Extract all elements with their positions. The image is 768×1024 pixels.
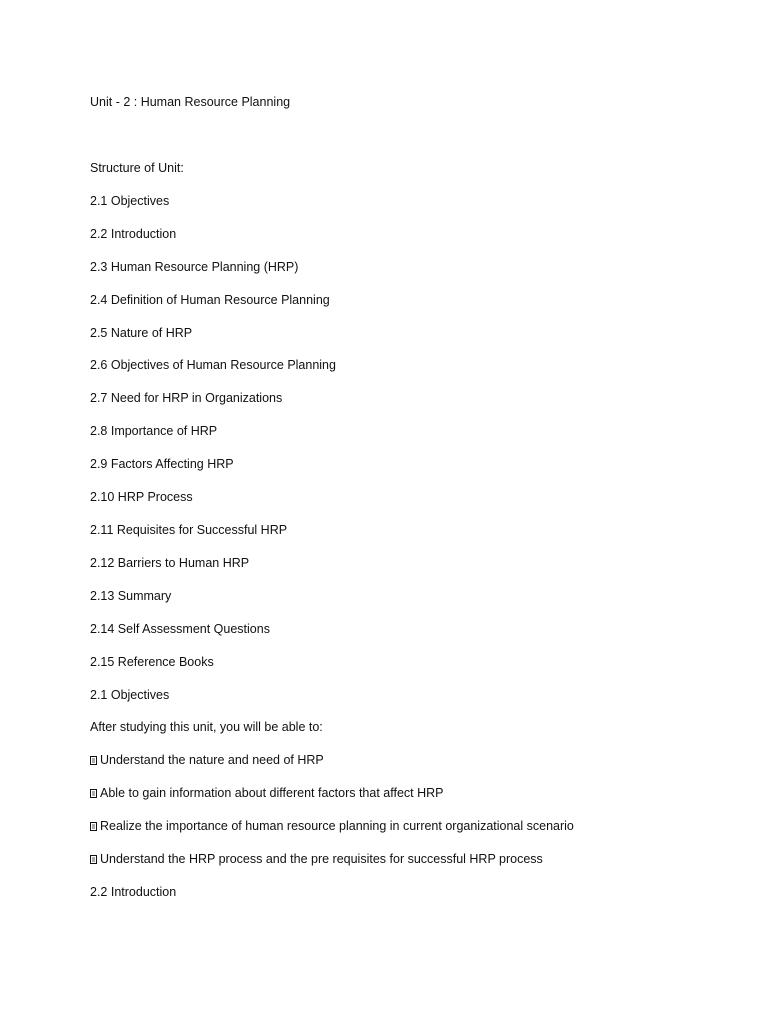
toc-item: 2.11 Requisites for Successful HRP bbox=[90, 523, 288, 537]
toc-item: 2.10 HRP Process bbox=[90, 490, 193, 504]
toc-item: 2.9 Factors Affecting HRP bbox=[90, 457, 234, 471]
toc-item: 2.15 Reference Books bbox=[90, 655, 214, 669]
structure-heading: Structure of Unit: bbox=[90, 161, 184, 175]
objective-item bbox=[90, 851, 543, 867]
toc-item: 2.12 Barriers to Human HRP bbox=[90, 556, 250, 570]
toc-item: 2.7 Need for HRP in Organizations bbox=[90, 391, 283, 405]
toc-item: 2.3 Human Resource Planning (HRP) bbox=[90, 260, 299, 274]
objective-text: Able to gain information about different factors that affect HRP bbox=[100, 786, 444, 800]
bullet-icon bbox=[90, 756, 97, 765]
toc-item: 2.13 Summary bbox=[90, 589, 172, 603]
toc-item: 2.1 Objectives bbox=[90, 194, 170, 208]
toc-item: 2.4 Definition of Human Resource Planning bbox=[90, 293, 330, 307]
objectives-heading: 2.1 Objectives bbox=[90, 688, 170, 702]
document-title: Unit - 2 : Human Resource Planning bbox=[90, 95, 291, 109]
toc-item: 2.8 Importance of HRP bbox=[90, 424, 218, 438]
objectives-intro: After studying this unit, you will be able to: bbox=[90, 720, 323, 734]
objective-text: Understand the nature and need of HRP bbox=[100, 753, 324, 767]
objective-item bbox=[90, 818, 574, 834]
introduction-heading: 2.2 Introduction bbox=[90, 885, 177, 899]
bullet-icon bbox=[90, 822, 97, 831]
toc-item: 2.5 Nature of HRP bbox=[90, 326, 193, 340]
objective-item bbox=[90, 752, 324, 768]
bullet-icon bbox=[90, 855, 97, 864]
objective-item bbox=[90, 785, 444, 801]
objective-text: Understand the HRP process and the pre requisites for successful HRP process bbox=[100, 852, 543, 866]
objective-text: Realize the importance of human resource planning in current organizational scenario bbox=[100, 819, 574, 833]
toc-item: 2.6 Objectives of Human Resource Planning bbox=[90, 358, 336, 372]
toc-item: 2.2 Introduction bbox=[90, 227, 177, 241]
toc-item: 2.14 Self Assessment Questions bbox=[90, 622, 270, 636]
bullet-icon bbox=[90, 789, 97, 798]
